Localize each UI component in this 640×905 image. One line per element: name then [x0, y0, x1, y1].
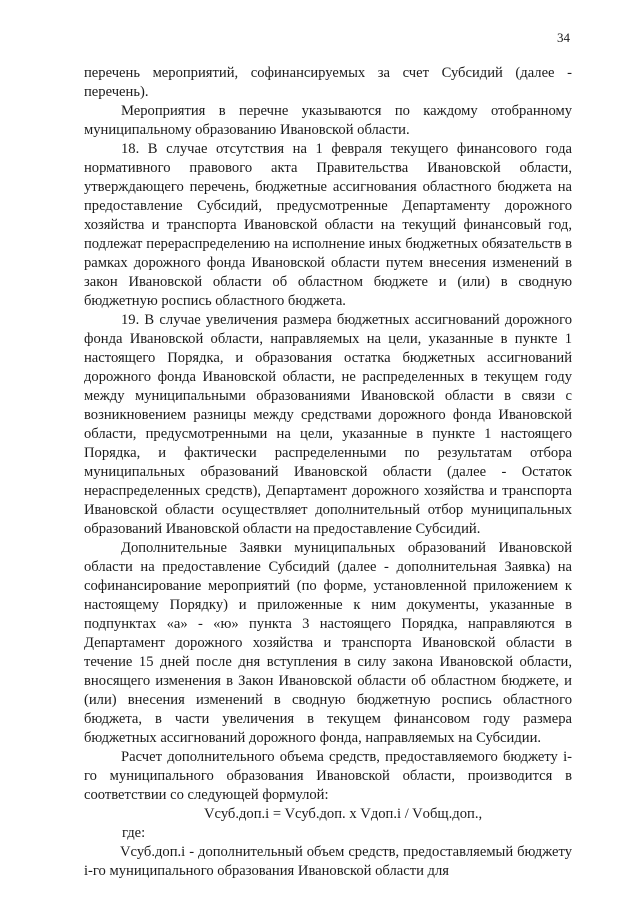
paragraph-list-continuation: перечень мероприятий, софинансируемых за счет Субсидий (далее - перечень). — [84, 65, 572, 100]
formula: Vсуб.доп.i = Vсуб.доп. х Vдоп.i / Vобщ.доп., — [204, 806, 483, 822]
document-body — [84, 64, 572, 881]
paragraph-19: 19. В случае увеличения размера бюджетных ассигнований дорожного фонда Ивановской области, направляемых на цели, указанные в пункте 1 настоящего Порядка, и образования остатка бюджетных ассигнований дорожного фонда Ивановской области, не распределенных в текущем году между муниципальными образованиями Ивановской области в связи с возникновением разницы между средствами дорожного фонда Ивановской области, предусмотренными на цели, указанные в пункте 1 настоящего Порядка, и фактически распределенными по результатам отбора муниципальных образований Ивановской области (далее - Остаток нераспределенных средств), Департамент дорожного хозяйства и транспорта Ивановской области осуществляет дополнительный отбор муниципальных образований Ивановской области на предоставление Субсидий. — [84, 312, 572, 537]
formula-definition: Vсуб.доп.i - дополнительный объем средств, предоставляемый бюджету i-го муниципального образования Ивановской области для — [84, 844, 572, 879]
paragraph-18: 18. В случае отсутствия на 1 февраля текущего финансового года нормативного правового акта Правительства Ивановской области, утверждающего перечень, бюджетные ассигнования областного бюджета на предоставление Субсидий, предусмотренные Департаменту дорожного хозяйства и транспорта Ивановской области на текущий финансовый год, подлежат перераспределению на исполнение иных бюджетных обязательств в рамках дорожного фонда Ивановской области путем внесения изменений в закон Ивановской области об областном бюджете и (или) в сводную бюджетную роспись областного бюджета. — [84, 141, 572, 309]
paragraph-measures: Мероприятия в перечне указываются по каждому отобранному муниципальному образованию Ивановской области. — [84, 103, 572, 138]
paragraph-calculation: Расчет дополнительного объема средств, предоставляемого бюджету i-го муниципального образования Ивановской области, производится в соответствии со следующей формулой: — [84, 749, 572, 803]
paragraph-additional-applications: Дополнительные Заявки муниципальных образований Ивановской области на предоставление Субсидий (далее - дополнительная Заявка) на софинансирование мероприятий (по форме, установленной приложением к настоящему Порядку) и приложенные к ним документы, указанные в подпунктах «а» - «ю» пункта 3 настоящего Порядка, направляются в Департамент дорожного хозяйства и транспорта Ивановской области в течение 15 дней после дня вступления в силу закона Ивановской области, вносящего изменения в Закон Ивановской области об областном бюджете, и (или) внесения изменений в сводную бюджетную роспись областного бюджета, в части увеличения в текущем финансовом году размера бюджетных ассигнований дорожного фонда, направляемых на Субсидии. — [84, 540, 572, 746]
page-number: 34 — [557, 30, 570, 45]
where-label: где: — [122, 825, 146, 841]
